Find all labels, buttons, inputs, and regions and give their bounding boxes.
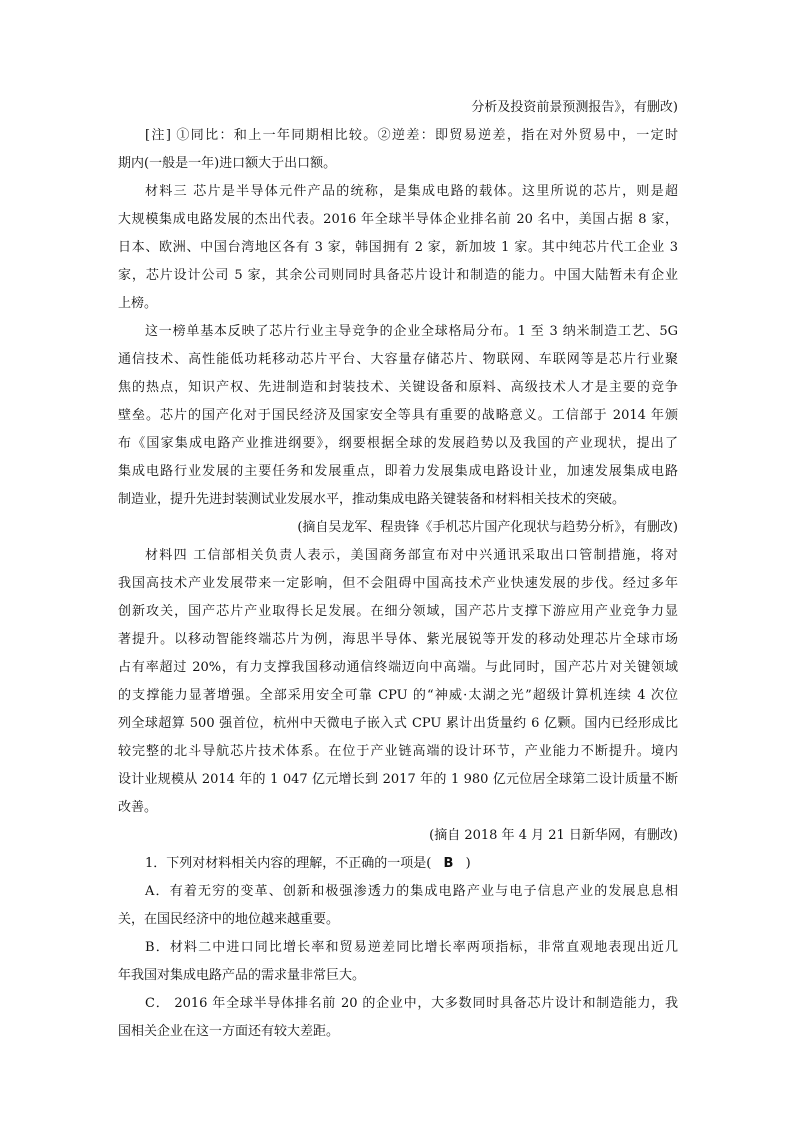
source-line: 分析及投资前景预测报告》，有删改) — [471, 100, 678, 115]
material-four-line: 著提升。以移动智能终端芯片为例，海思半导体、紫光展锐等开发的移动处理芯片全球市场 — [118, 632, 678, 647]
note-line: 期内(一般是一年)进口额大于出口额。 — [118, 156, 337, 171]
option-c-line: C． 2016 年全球半导体排名前 20 的企业中，大多数同时具备芯片设计和制造能力，我 — [145, 996, 678, 1011]
material-three-line: 集成电路行业发展的主要任务和发展重点，即着力发展集成电路设计业，加速发展集成电路 — [118, 464, 678, 479]
material-three-line: 壁垒。芯片的国产化对于国民经济及国家安全等具有重要的战略意义。工信部于 2014 年颁 — [118, 408, 678, 423]
question-stem — [145, 854, 678, 876]
material-four-line: 材料四 工信部相关负责人表示，美国商务部宣布对中兴通讯采取出口管制措施，将对 — [145, 548, 678, 563]
material-three-line: 焦的热点，知识产权、先进制造和封装技术、关键设备和原料、高级技术人才是主要的竞争 — [118, 380, 678, 395]
material-four-line: 我国高技术产业发展带来一定影响，但不会阻碍中国高技术产业快速发展的步伐。经过多年 — [118, 576, 678, 591]
material-four-line: 创新攻关，国产芯片产业取得长足发展。在细分领域，国产芯片支撑下游应用产业竞争力显 — [118, 604, 678, 619]
note-line: [注] ①同比：和上一年同期相比较。②逆差：即贸易逆差，指在对外贸易中，一定时 — [145, 128, 678, 143]
option-a-line: 关，在国民经济中的地位越来越重要。 — [118, 912, 340, 927]
question-close: ) — [465, 856, 471, 871]
option-a-line: A．有着无穷的变革、创新和极强渗透力的集成电路产业与电子信息产业的发展息息相 — [145, 884, 678, 899]
option-b-line: B．材料二中进口同比增长率和贸易逆差同比增长率两项指标，非常直观地表现出近几 — [145, 940, 678, 955]
material-three-line: 家，芯片设计公司 5 家，其余公司则同时具备芯片设计和制造的能力。中国大陆暂未有企业 — [118, 268, 678, 283]
material-four-line: 的支撑能力显著增强。全部采用安全可靠 CPU 的“神威·太湖之光”超级计算机连续 4 次位 — [118, 688, 678, 703]
material-four-line: 占有率超过 20%，有力支撑我国移动通信终端迈向中高端。与此同时，国产芯片对关键领域 — [118, 660, 678, 675]
material-three-line: 日本、欧洲、中国台湾地区各有 3 家，韩国拥有 2 家，新加坡 1 家。其中纯芯片代工企业 3 — [118, 240, 678, 255]
material-four-line: 设计业规模从 2014 年的 1 047 亿元增长到 2017 年的 1 980 亿元位居全球第二设计质量不断 — [118, 772, 678, 787]
material-four-line: 较完整的北斗导航芯片技术体系。在位于产业链高端的设计环节，产业能力不断提升。境内 — [118, 744, 678, 759]
material-four-line: 列全球超算 500 强首位，杭州中天微电子嵌入式 CPU 累计出货量约 6 亿颗。国内已经形成比 — [118, 716, 678, 731]
option-c-line: 国相关企业在这一方面还有较大差距。 — [118, 1024, 340, 1039]
material-four-line: 改善。 — [118, 800, 158, 815]
material-three-line: 上榜。 — [118, 296, 158, 311]
material-three-line: 大规模集成电路发展的杰出代表。2016 年全球半导体企业排名前 20 名中，美国占据 8 家， — [118, 212, 678, 227]
material-three-line: 通信技术、高性能低功耗移动芯片平台、大容量存储芯片、物联网、车联网等是芯片行业聚 — [118, 352, 678, 367]
answer-mark: B — [443, 856, 454, 871]
source-line: (摘自 2018 年 4 月 21 日新华网，有删改) — [429, 828, 678, 843]
source-line: (摘自吴龙军、程贵锋《手机芯片国产化现状与趋势分析》，有删改) — [297, 520, 678, 535]
material-three-line: 材料三 芯片是半导体元件产品的统称，是集成电路的载体。这里所说的芯片，则是超 — [145, 184, 678, 199]
material-three-line: 制造业，提升先进封装测试业发展水平，推动集成电路关键装备和材料相关技术的突破。 — [118, 492, 626, 507]
material-three-line: 这一榜单基本反映了芯片行业主导竞争的企业全球格局分布。1 至 3 纳米制造工艺、5G — [145, 324, 678, 339]
option-b-line: 年我国对集成电路产品的需求量非常巨大。 — [118, 968, 366, 983]
question-text: 1．下列对材料相关内容的理解，不正确的一项是( — [145, 856, 432, 871]
material-three-line: 布《国家集成电路产业推进纲要》，纲要根据全球的发展趋势以及我国的产业现状，提出了 — [118, 436, 678, 451]
